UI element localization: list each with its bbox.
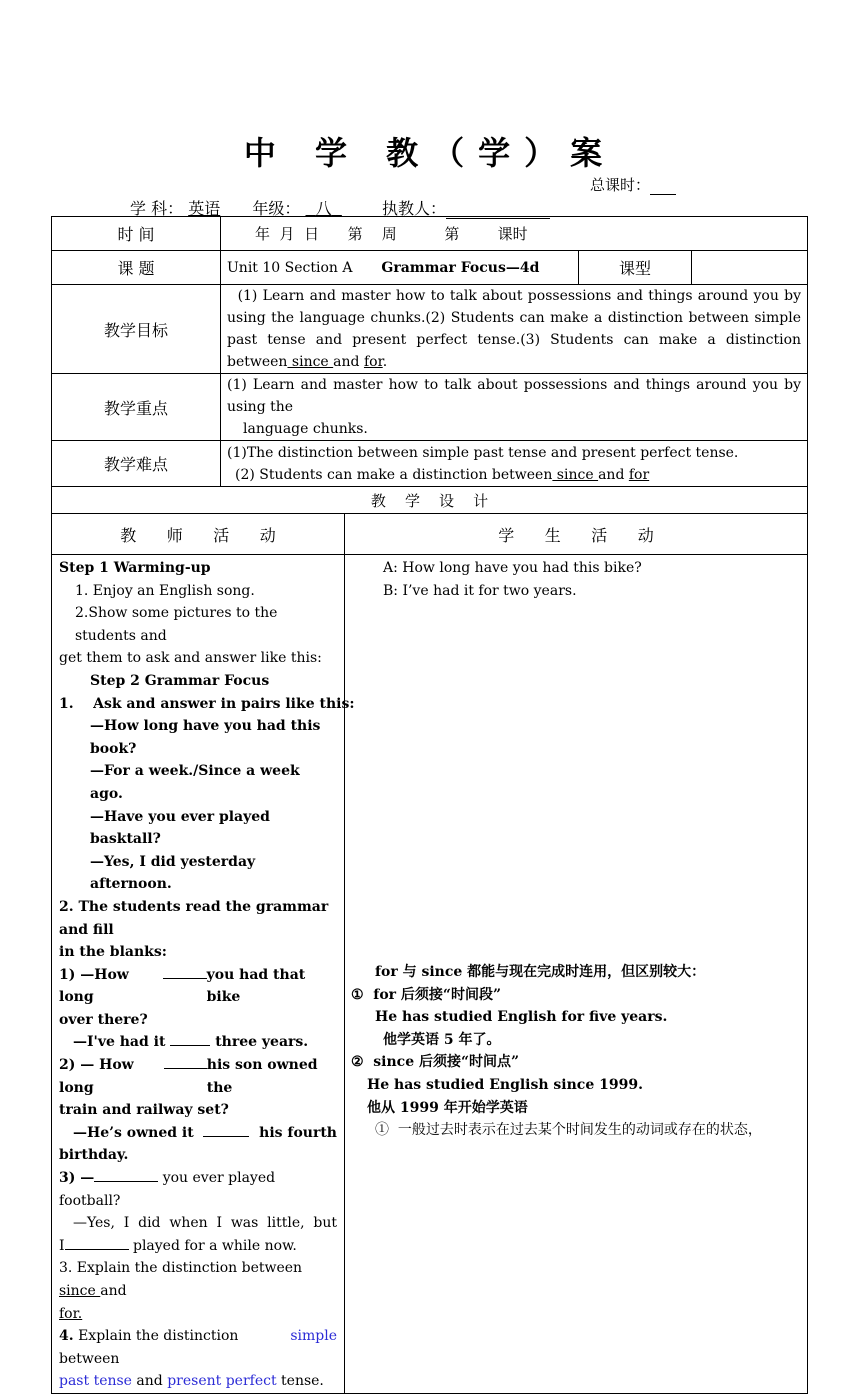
explain-for: for. bbox=[59, 1305, 83, 1322]
grammar-item1: 1. Ask and answer in pairs like this: bbox=[59, 695, 355, 712]
design-label: 教 学 设 计 bbox=[52, 487, 808, 514]
total-lessons bbox=[590, 174, 676, 195]
difficulty-label: 教学难点 bbox=[52, 441, 221, 487]
time-value: 年 月 日 第 周 第 课时 bbox=[221, 217, 808, 251]
topic-label: 课 题 bbox=[52, 251, 221, 285]
difficulty-text: (1)The distinction between simple past tense and present perfect tense. (2) Students can make a distinction between since and for bbox=[221, 441, 808, 487]
note-for-rule: ① for 后须接“时间段” bbox=[351, 986, 502, 1003]
teacher-label: 执教人： bbox=[382, 199, 447, 218]
grade-value: 八 bbox=[315, 199, 332, 218]
topic-unit: Unit 10 Section A bbox=[227, 259, 353, 276]
grammar-item1a: —How long have you had this book? bbox=[90, 718, 321, 757]
blank[interactable] bbox=[65, 1235, 129, 1250]
explain-tenses-a: 4. Explain the distinction between simple bbox=[59, 1328, 337, 1367]
note-for-example: He has studied English for five years. bbox=[375, 1009, 668, 1026]
grammar-item1b: —For a week./Since a week ago. bbox=[90, 763, 300, 802]
dialogue-a: A: How long have you had this bike? bbox=[383, 560, 642, 576]
blank-question1b: over there? bbox=[59, 1011, 148, 1028]
student-activity-header: 学 生 活 动 bbox=[345, 514, 808, 555]
grammar-item2a: 2. The students read the grammar and fill bbox=[59, 898, 329, 938]
blank[interactable] bbox=[163, 964, 207, 979]
grade-label: 年级： bbox=[252, 199, 301, 218]
blank-question1a: 1) —How long you had that bike bbox=[59, 964, 337, 1009]
activity-content-row bbox=[52, 555, 808, 1394]
step1-item2b: get them to ask and answer like this: bbox=[59, 650, 322, 667]
teacher-activity-header: 教 师 活 动 bbox=[52, 514, 345, 555]
step2-heading: Step 2 Grammar Focus bbox=[90, 672, 270, 689]
blank[interactable] bbox=[203, 1122, 249, 1137]
step1-item2a: 2.Show some pictures to the students and bbox=[75, 605, 278, 644]
blank-question2b: train and railway set? bbox=[59, 1102, 229, 1119]
total-lessons-blank bbox=[650, 178, 676, 195]
topic-focus: Grammar Focus—4d bbox=[381, 259, 540, 276]
activity-header-row bbox=[52, 514, 808, 555]
note-past-tense: ① 一般过去时表示在过去某个时间发生的动词或存在的状态， bbox=[375, 1122, 762, 1139]
lesson-plan-table bbox=[51, 216, 808, 1394]
note-since-translation: 他从 1999 年开始学英语 bbox=[367, 1099, 528, 1116]
goal-row bbox=[52, 285, 808, 374]
grammar-item1c: —Have you ever played basktall? bbox=[90, 808, 270, 848]
blank-question1c: —I've had it three years. bbox=[59, 1031, 337, 1054]
blank-question2d: birthday. bbox=[59, 1147, 129, 1164]
difficulty-row bbox=[52, 441, 808, 487]
teacher-activity-content bbox=[52, 555, 355, 1394]
student-activity-content bbox=[345, 555, 808, 1394]
subject-value: 英语 bbox=[188, 199, 221, 218]
step1-heading: Step 1 Warming-up bbox=[59, 560, 211, 576]
blank-question3c: I played for a while now. bbox=[59, 1235, 337, 1258]
dialogue-b: B: I’ve had it for two years. bbox=[383, 582, 577, 599]
blank-question2c: —He’s owned it his fourth bbox=[59, 1122, 337, 1145]
page-title: 中 学 教（学）案 bbox=[243, 134, 617, 172]
note-since-example: He has studied English since 1999. bbox=[367, 1076, 643, 1093]
key-text: (1) Learn and master how to talk about possessions and things around you by using the language chunks. bbox=[221, 374, 808, 441]
time-label: 时 间 bbox=[52, 217, 221, 251]
blank-question3b: —Yes, I did when I was little, but bbox=[73, 1215, 337, 1232]
blank[interactable] bbox=[170, 1031, 210, 1046]
note-for-translation: 他学英语 5 年了。 bbox=[383, 1031, 501, 1048]
step1-item1: 1. Enjoy an English song. bbox=[75, 582, 255, 599]
key-label: 教学重点 bbox=[52, 374, 221, 441]
grammar-item1d: —Yes, I did yesterday afternoon. bbox=[90, 853, 256, 893]
type-label: 课型 bbox=[579, 251, 692, 285]
note-intro: for 与 since 都能与现在完成时连用，但区别较大： bbox=[375, 964, 706, 980]
blank[interactable] bbox=[94, 1167, 158, 1182]
topic-row bbox=[52, 251, 808, 285]
since-for-notes bbox=[351, 961, 801, 1142]
blank[interactable] bbox=[164, 1054, 206, 1069]
type-value bbox=[692, 251, 808, 285]
goal-text: (1) Learn and master how to talk about possessions and things around you by using the language chunks.(2) Students can make a distinction between simple past tense and present perfect tense.(3) Students can make a distinction between since and for. bbox=[221, 285, 808, 374]
key-row bbox=[52, 374, 808, 441]
explain-tenses-b: past tense and present perfect tense. bbox=[59, 1373, 324, 1390]
topic-value bbox=[221, 251, 579, 285]
goal-label: 教学目标 bbox=[52, 285, 221, 374]
total-lessons-label: 总课时： bbox=[590, 176, 651, 194]
blank-question3a: 3) — you ever played football? bbox=[59, 1167, 337, 1212]
note-since-rule: ② since 后须接“时间点” bbox=[351, 1054, 520, 1071]
grammar-item2b: in the blanks: bbox=[59, 944, 167, 961]
blank-question2a: 2) — How long his son owned the bbox=[59, 1054, 337, 1099]
subject-label: 学 科： bbox=[130, 199, 184, 218]
explain-since-for: 3. Explain the distinction between since and bbox=[59, 1260, 303, 1299]
time-row bbox=[52, 217, 808, 251]
design-row bbox=[52, 487, 808, 514]
